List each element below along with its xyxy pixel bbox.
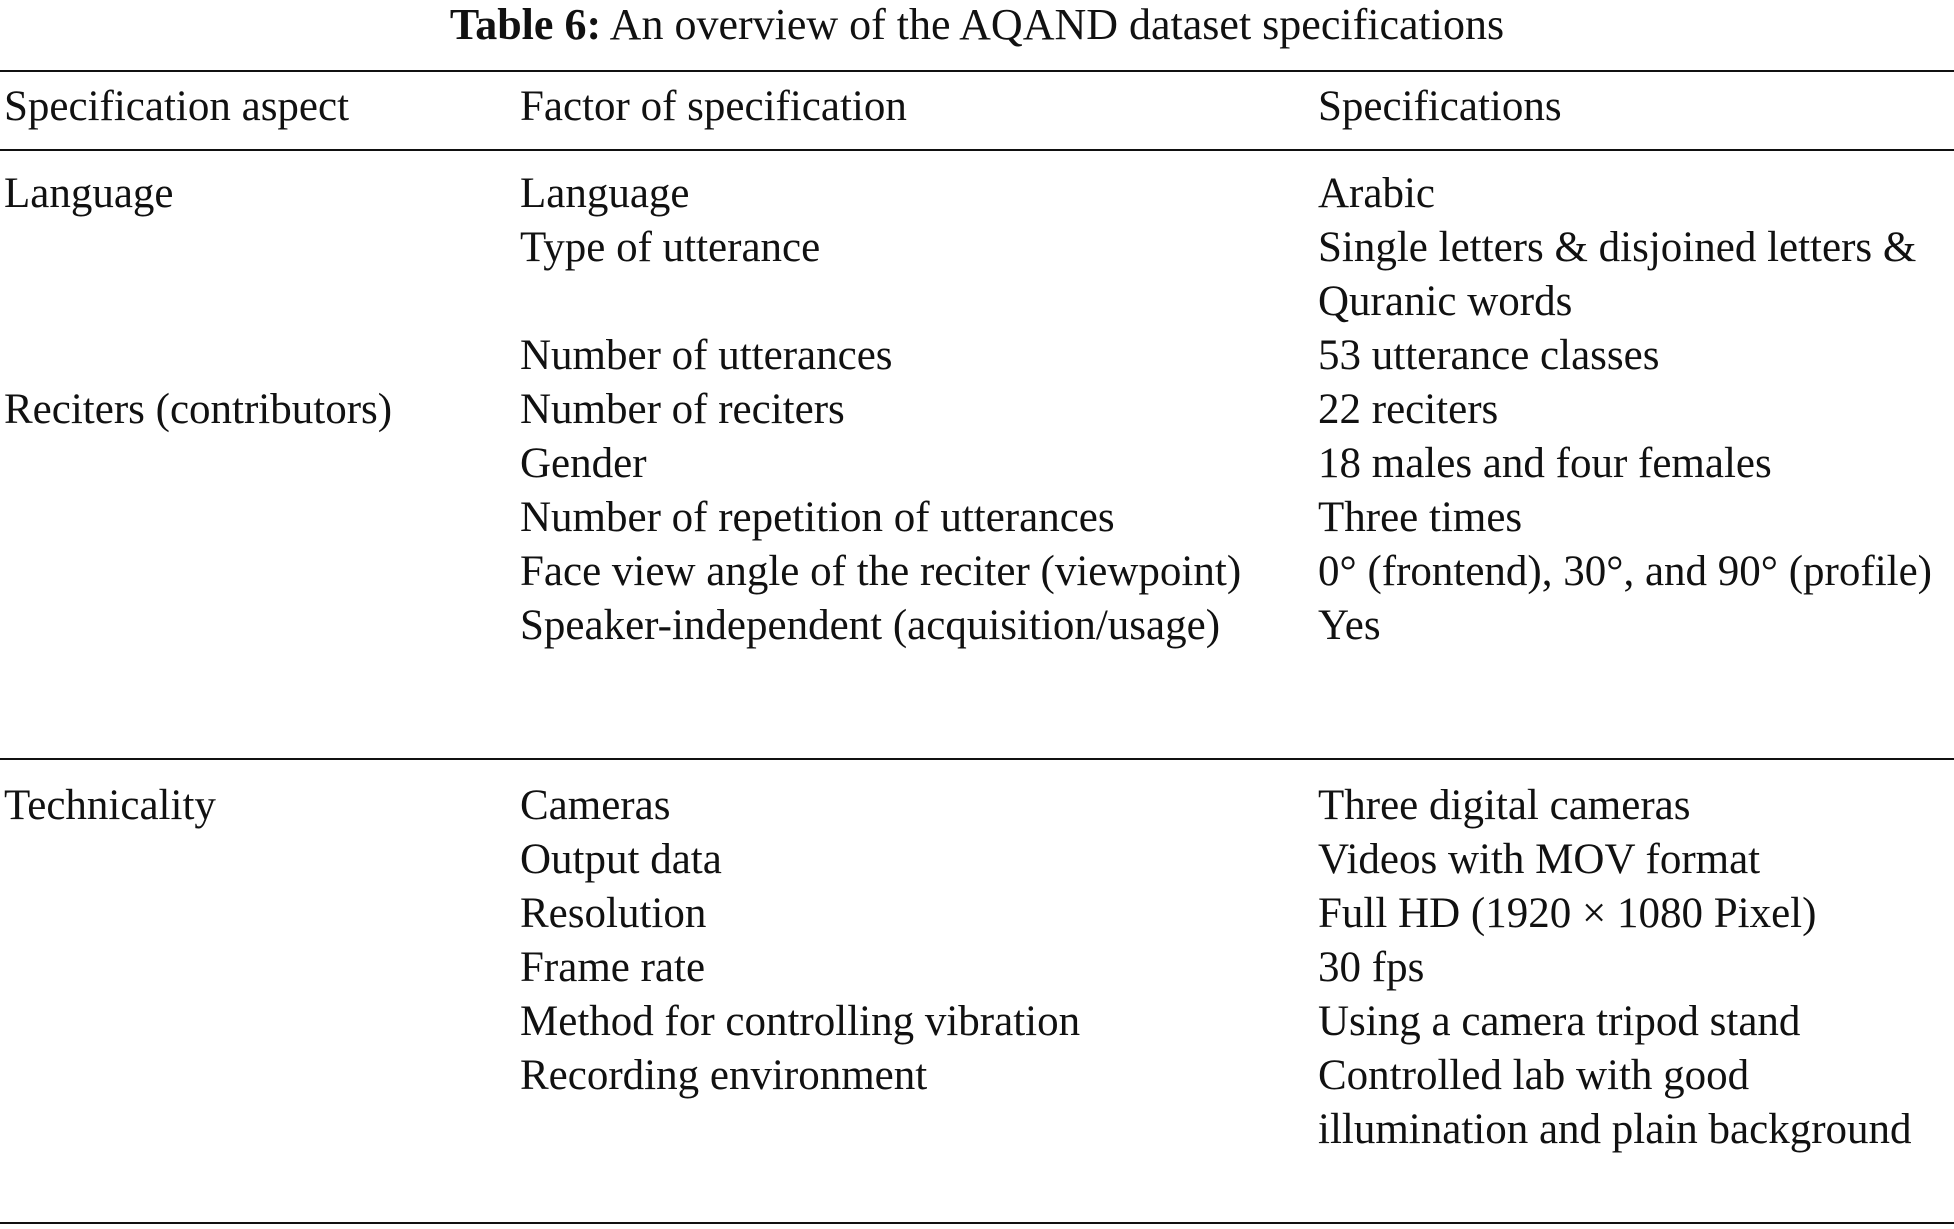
header-rule [0, 149, 1954, 151]
bottom-rule [0, 1222, 1954, 1224]
header-cell: Specifications [1318, 83, 1562, 130]
table-row [4, 383, 1954, 437]
table-row [4, 941, 1954, 995]
spec-cell: 0° (frontend), 30°, and 90° (profile) [1318, 548, 1932, 595]
header-row [4, 80, 1954, 134]
aspect-cell: Reciters (contributors) [4, 386, 393, 433]
factor-cell: Type of utterance [520, 224, 821, 271]
table-row [4, 599, 1954, 653]
aspect-cell: Technicality [4, 782, 216, 829]
spec-cell: Three times [1318, 494, 1523, 541]
spec-cell: Using a camera tripod stand [1318, 998, 1801, 1045]
factor-cell: Frame rate [520, 944, 706, 991]
header-cell: Factor of specification [520, 83, 907, 130]
factor-cell: Gender [520, 440, 647, 487]
spec-cell: Single letters & disjoined letters & Quranic words [1318, 224, 1917, 325]
spec-cell: Full HD (1920 × 1080 Pixel) [1318, 890, 1817, 937]
table-row [4, 491, 1954, 545]
factor-cell: Resolution [520, 890, 707, 937]
factor-cell: Speaker-independent (acquisition/usage) [520, 602, 1221, 649]
table-row [4, 887, 1954, 941]
factor-cell: Number of repetition of utterances [520, 494, 1115, 541]
table-row [4, 437, 1954, 491]
spec-cell: 30 fps [1318, 944, 1425, 991]
table-row [4, 545, 1954, 599]
factor-cell: Method for controlling vibration [520, 998, 1081, 1045]
caption-text: An overview of the AQAND dataset specifications [609, 0, 1505, 49]
top-rule [0, 70, 1954, 72]
spec-cell: Arabic [1318, 170, 1435, 217]
spec-cell: Controlled lab with good illumination and plain background [1318, 1052, 1912, 1153]
spec-cell: Yes [1318, 602, 1381, 649]
table-row [4, 221, 1954, 329]
spec-cell: Videos with MOV format [1318, 836, 1761, 883]
table-caption [0, 0, 1954, 50]
header-cell: Specification aspect [4, 83, 350, 130]
factor-cell: Recording environment [520, 1052, 928, 1099]
factor-cell: Number of reciters [520, 386, 845, 433]
table-body [4, 167, 1954, 653]
factor-cell: Face view angle of the reciter (viewpoint) [520, 548, 1242, 595]
table-header [4, 80, 1954, 134]
table-row [4, 329, 1954, 383]
spec-cell: 18 males and four females [1318, 440, 1772, 487]
spec-cell: 22 reciters [1318, 386, 1499, 433]
table-row [4, 167, 1954, 221]
section-rule [0, 758, 1954, 760]
table-row [4, 833, 1954, 887]
caption-label: Table 6: [449, 0, 602, 49]
aspect-cell: Language [4, 170, 174, 217]
factor-cell: Number of utterances [520, 332, 893, 379]
table-row [4, 779, 1954, 833]
spec-cell: Three digital cameras [1318, 782, 1691, 829]
table-row [4, 995, 1954, 1049]
table-body-technical [4, 779, 1954, 1157]
factor-cell: Language [520, 170, 690, 217]
factor-cell: Output data [520, 836, 722, 883]
table-row [4, 1049, 1954, 1157]
factor-cell: Cameras [520, 782, 671, 829]
spec-cell: 53 utterance classes [1318, 332, 1660, 379]
